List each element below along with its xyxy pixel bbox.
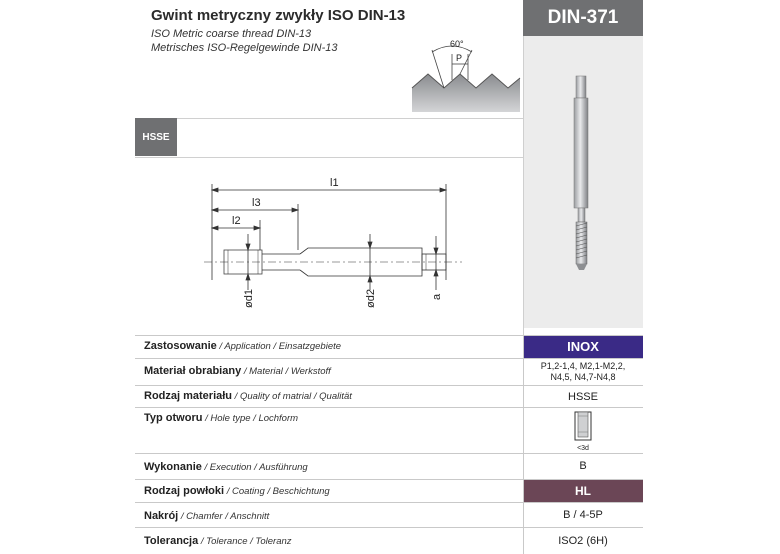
row-label: Materiał obrabiany / Material / Werkstoff	[144, 365, 331, 377]
dimension-d2: ød2	[365, 289, 377, 308]
row-label: Wykonanie / Execution / Ausführung	[144, 461, 308, 473]
dimension-l2: l2	[232, 215, 241, 227]
table-column-divider	[523, 336, 524, 554]
quality-value: HSSE	[568, 391, 598, 403]
standard-badge: DIN-371	[523, 0, 643, 36]
tolerance-value: ISO2 (6H)	[558, 535, 608, 547]
table-row	[135, 336, 643, 359]
hole-type-value	[523, 410, 643, 452]
hole-depth-label: <3d	[577, 445, 589, 452]
tap-dimension-drawing	[200, 170, 470, 310]
table-row	[135, 503, 643, 528]
page-title: Gwint metryczny zwykły ISO DIN-13	[151, 7, 406, 24]
row-label: Rodzaj materiału / Quality of matrial / Qualität	[144, 390, 352, 402]
execution-value: B	[579, 460, 587, 472]
table-row	[135, 528, 643, 553]
pitch-label: P	[456, 53, 463, 63]
dimension-d1: ød1	[243, 289, 255, 308]
row-label: Tolerancja / Tolerance / Toleranz	[144, 535, 292, 547]
table-row	[135, 359, 643, 386]
table-row	[135, 386, 643, 408]
subtitle-de: Metrisches ISO-Regelgewinde DIN-13	[151, 42, 338, 54]
row-label: Nakrój / Chamfer / Anschnitt	[144, 510, 270, 522]
subtitle-en: ISO Metric coarse thread DIN-13	[151, 28, 312, 40]
divider-vertical	[523, 36, 524, 336]
table-row	[135, 454, 643, 480]
tap-image-panel	[523, 36, 643, 328]
row-label: Typ otworu / Hole type / Lochform	[144, 412, 299, 424]
angle-label: 60°	[450, 39, 464, 49]
row-label: Zastosowanie / Application / Einsatzgebiete	[144, 340, 342, 352]
dimension-a: a	[431, 293, 443, 300]
blind-hole-icon	[523, 410, 643, 444]
table-row	[135, 480, 643, 503]
dimension-l1: l1	[330, 177, 339, 189]
tap-tool-icon	[523, 36, 643, 328]
application-badge: INOX	[523, 336, 643, 358]
coating-badge: HL	[523, 480, 643, 502]
table-row	[135, 408, 643, 454]
material-value: P1,2-1,4, M2,1-M2,2, N4,5, N4,7-N4,8	[540, 361, 626, 382]
thread-profile-diagram	[410, 38, 522, 112]
chamfer-value: B / 4-5P	[563, 509, 603, 521]
material-bar	[135, 118, 523, 158]
dimension-l3: l3	[252, 197, 261, 209]
row-label: Rodzaj powłoki / Coating / Beschichtung	[144, 485, 330, 497]
material-tag: HSSE	[135, 118, 177, 156]
